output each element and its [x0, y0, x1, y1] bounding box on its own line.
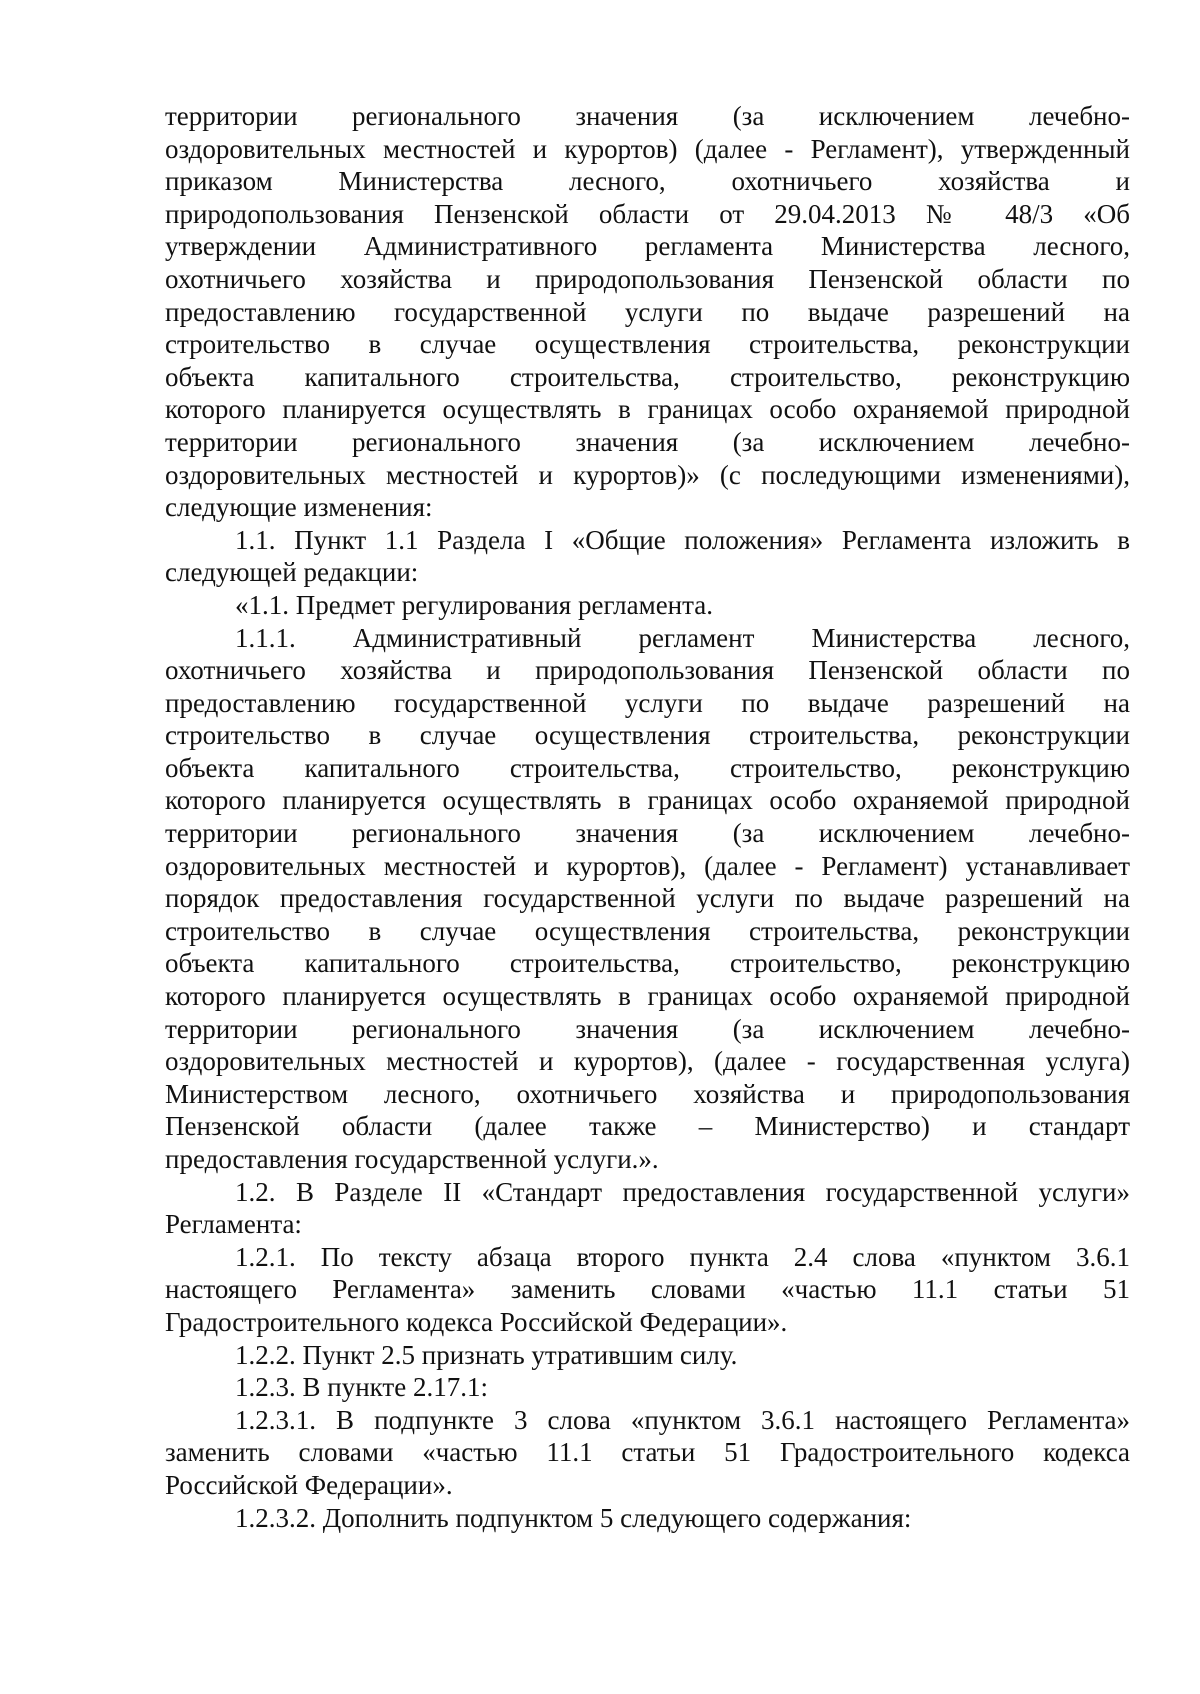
- text-line: Пензенской области (далее также – Министерство) и стандарт: [165, 1111, 1130, 1142]
- text-line: охотничьего хозяйства и природопользования Пензенской области по: [165, 655, 1130, 686]
- text-line: территории регионального значения (за исключением лечебно-: [165, 818, 1130, 849]
- text-line: природопользования Пензенской области от 29.04.2013 № 48/3 «Об: [165, 198, 1130, 229]
- text-line: оздоровительных местностей и курортов)» (с последующими изменениями),: [165, 459, 1130, 490]
- text-line: которого планируется осуществлять в границах особо охраняемой природной: [165, 981, 1130, 1012]
- text-line: настоящего Регламента» заменить словами «частью 11.1 статьи 51: [165, 1274, 1130, 1305]
- text-line: 1.2.2. Пункт 2.5 признать утратившим силу.: [235, 1339, 738, 1370]
- text-line: объекта капитального строительства, строительство, реконструкцию: [165, 948, 1130, 979]
- text-line: следующей редакции:: [165, 557, 419, 588]
- text-line: предоставлению государственной услуги по выдаче разрешений на: [165, 296, 1130, 327]
- text-line: 1.2.1. По тексту абзаца второго пункта 2.4 слова «пунктом 3.6.1: [235, 1241, 1130, 1272]
- text-line: утверждении Административного регламента Министерства лесного,: [165, 231, 1130, 262]
- text-line: оздоровительных местностей и курортов), (далее - государственная услуга): [165, 1046, 1130, 1077]
- text-line: оздоровительных местностей и курортов), (далее - Регламент) устанавливает: [165, 850, 1130, 881]
- text-line: 1.1.1. Административный регламент Министерства лесного,: [235, 622, 1130, 653]
- text-line: которого планируется осуществлять в границах особо охраняемой природной: [165, 394, 1130, 425]
- text-line: территории регионального значения (за исключением лечебно-: [165, 101, 1130, 131]
- document-body: [165, 100, 1130, 1534]
- text-line: заменить словами «частью 11.1 статьи 51 Градостроительного кодекса: [165, 1437, 1130, 1468]
- text-line: 1.2.3.2. Дополнить подпунктом 5 следующего содержания:: [235, 1502, 912, 1533]
- text-line: охотничьего хозяйства и природопользования Пензенской области по: [165, 263, 1130, 294]
- text-line: «1.1. Предмет регулирования регламента.: [235, 589, 713, 620]
- text-line: строительство в случае осуществления строительства, реконструкции: [165, 720, 1130, 751]
- text-line: Министерством лесного, охотничьего хозяйства и природопользования: [165, 1078, 1130, 1109]
- text-line: Градостроительного кодекса Российской Федерации».: [165, 1306, 788, 1337]
- text-line: 1.2.3.1. В подпункте 3 слова «пунктом 3.6.1 настоящего Регламента»: [235, 1404, 1130, 1435]
- text-line: Регламента:: [165, 1209, 302, 1240]
- text-line: территории регионального значения (за исключением лечебно-: [165, 1013, 1130, 1044]
- text-line: Российской Федерации».: [165, 1469, 453, 1500]
- text-line: которого планируется осуществлять в границах особо охраняемой природной: [165, 785, 1130, 816]
- text-line: объекта капитального строительства, строительство, реконструкцию: [165, 361, 1130, 392]
- text-line: приказом Министерства лесного, охотничьего хозяйства и: [165, 166, 1130, 197]
- text-line: 1.1. Пункт 1.1 Раздела I «Общие положения» Регламента изложить в: [235, 524, 1130, 555]
- text-line: строительство в случае осуществления строительства, реконструкции: [165, 915, 1130, 946]
- text-line: территории регионального значения (за исключением лечебно-: [165, 426, 1130, 457]
- text-line: объекта капитального строительства, строительство, реконструкцию: [165, 752, 1130, 783]
- text-line: предоставления государственной услуги.».: [165, 1144, 659, 1174]
- text-line: строительство в случае осуществления строительства, реконструкции: [165, 329, 1130, 360]
- text-line: предоставлению государственной услуги по выдаче разрешений на: [165, 687, 1130, 718]
- text-line: 1.2.3. В пункте 2.17.1:: [235, 1372, 488, 1403]
- text-line: 1.2. В Разделе II «Стандарт предоставления государственной услуги»: [235, 1176, 1130, 1207]
- text-line: порядок предоставления государственной услуги по выдаче разрешений на: [165, 883, 1130, 914]
- text-line: следующие изменения:: [165, 492, 433, 523]
- text-line: оздоровительных местностей и курортов) (далее - Регламент), утвержденный: [165, 133, 1130, 164]
